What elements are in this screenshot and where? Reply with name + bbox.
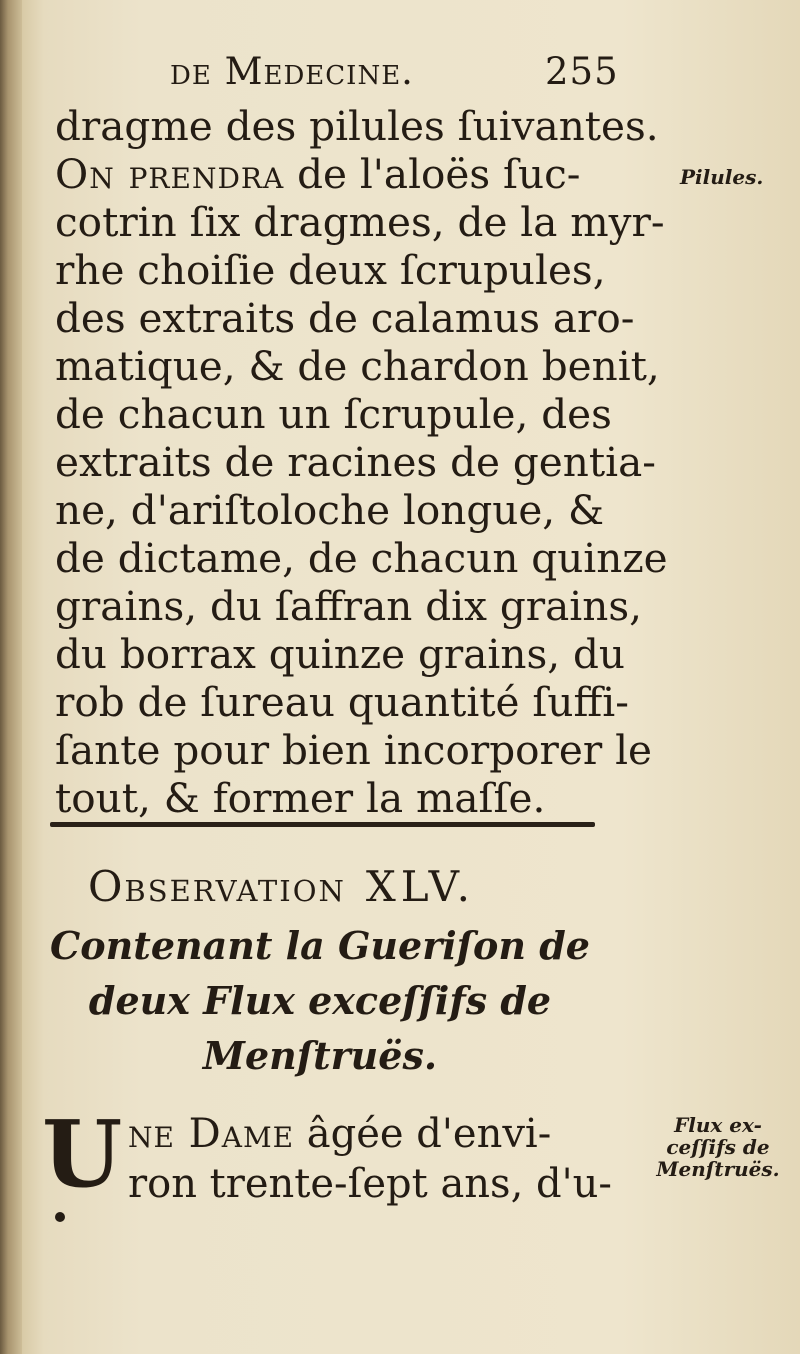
margin-note-flux-line: ceſſifs de (666, 1135, 770, 1159)
observation-subtitle-line: Contenant la Gueriſon de (50, 923, 590, 968)
body-line: du borrax quinze grains, du (55, 630, 626, 678)
section-divider-rule (50, 822, 595, 827)
body-line: tout, & former la maſſe. (55, 774, 546, 822)
body-line: ſante pour bien incorporer le (55, 726, 653, 774)
opening-rest: âgée d'envi- (294, 1111, 552, 1157)
observation-subtitle-line: deux Flux exceſſifs de (88, 978, 552, 1023)
margin-note-flux-line: Flux ex- (674, 1113, 762, 1137)
body-line: de dictame, de chacun quinze (55, 534, 668, 582)
body-line: rob de ſureau quantité ſuffi- (55, 678, 629, 726)
running-title: de Medecine. (170, 50, 414, 93)
observation-title-word: Observation (88, 862, 346, 911)
body-line: dragme des pilules ſuivantes. (55, 102, 659, 150)
observation-heading (88, 862, 608, 911)
opening-line-1 (128, 1110, 551, 1158)
body-line: des extraits de calamus aro- (55, 294, 635, 342)
body-line: matique, & de chardon benit, (55, 342, 660, 390)
book-gutter-edge (0, 0, 22, 1354)
recipe-opening-smallcaps: On prendra (55, 150, 285, 198)
opening-smallcaps: ne Dame (128, 1111, 295, 1157)
body-line: extraits de racines de gentia- (55, 438, 656, 486)
page-header (170, 50, 630, 100)
observation-subtitle-line: Menſtruës. (202, 1033, 438, 1078)
page-mark-dot (55, 1212, 65, 1222)
page-number: 255 (545, 50, 619, 93)
recipe-first-line (55, 150, 625, 198)
opening-line-2: ron trente-ſept ans, d'u- (128, 1161, 612, 1207)
margin-note-flux (648, 1114, 788, 1180)
body-line: ne, d'ariſtoloche longue, & (55, 486, 605, 534)
body-line: cotrin ſix dragmes, de la myr- (55, 198, 665, 246)
body-line: rhe choiſie deux ſcrupules, (55, 246, 606, 294)
margin-note-flux-line: Menſtruës. (656, 1157, 780, 1181)
recipe-opening-rest: de l'aloës ſuc- (284, 150, 581, 198)
body-line: de chacun un ſcrupule, des (55, 390, 612, 438)
margin-note-pills: Pilules. (680, 165, 764, 189)
drop-cap-letter: U (42, 1100, 123, 1208)
observation-number: XLV. (365, 862, 476, 911)
body-line: grains, du ſaffran dix grains, (55, 582, 642, 630)
